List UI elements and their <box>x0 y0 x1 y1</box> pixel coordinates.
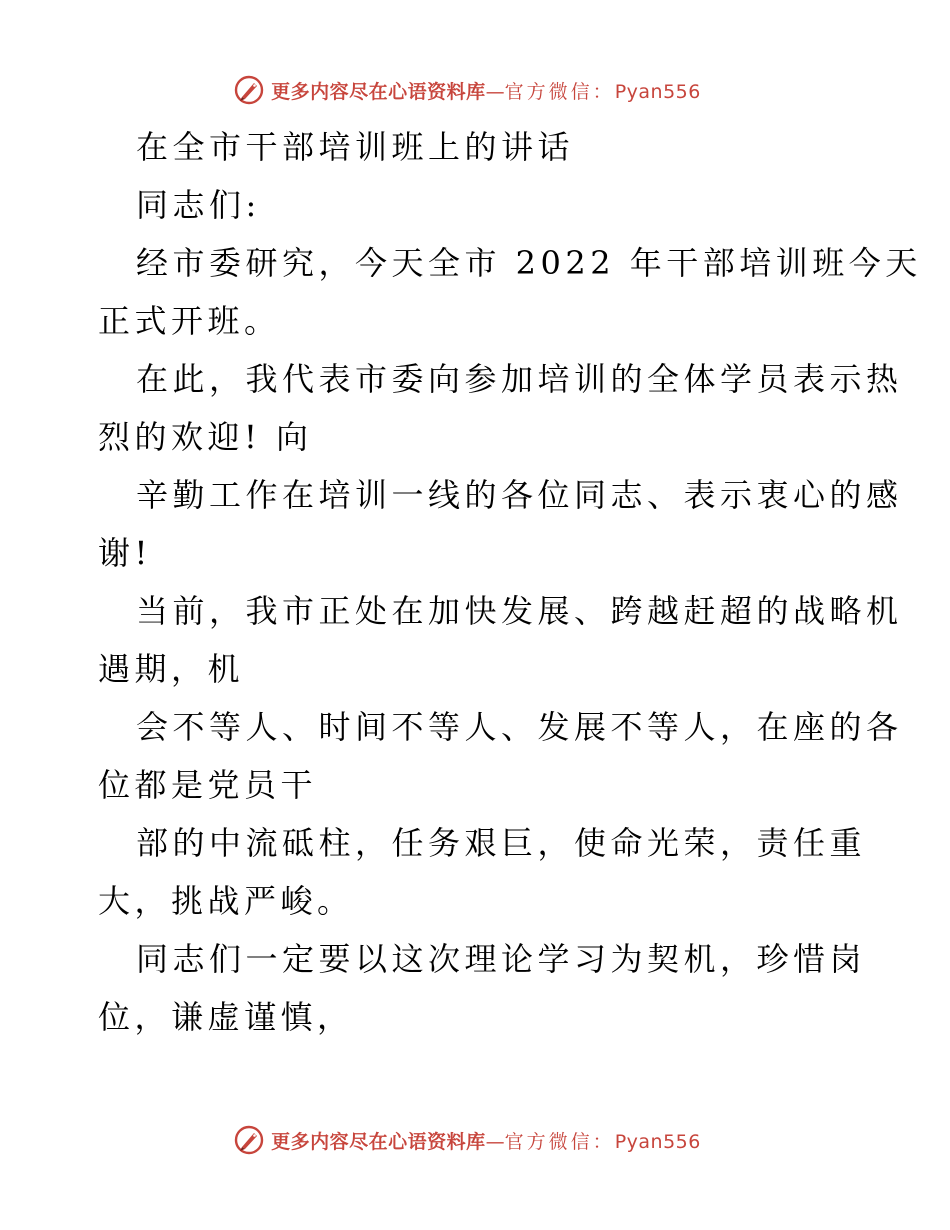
header-banner <box>0 70 950 110</box>
banner-brand: 更多内容尽在心语资料库 <box>271 80 486 103</box>
pen-logo-icon <box>233 74 265 106</box>
document-line: 会不等人、时间不等人、发展不等人，在座的各 <box>136 708 903 746</box>
document-line: 烈的欢迎! 向 <box>98 418 313 456</box>
document-line: 经市委研究，今天全市 2022 年干部培训班今天 <box>136 244 922 282</box>
document-line: 在全市干部培训班上的讲话 <box>136 128 575 166</box>
banner-wechat-id: Pyan556 <box>614 1130 701 1153</box>
document-line: 位都是党员干 <box>98 766 318 804</box>
document-line: 正式开班。 <box>98 302 281 340</box>
document-line: 同志们一定要以这次理论学习为契机，珍惜岗 <box>136 940 867 978</box>
footer-banner <box>0 1120 950 1160</box>
document-body <box>98 118 922 1046</box>
banner-wechat-label: 官方微信： <box>504 1130 615 1153</box>
banner-text <box>271 77 701 104</box>
banner-content <box>233 74 701 106</box>
document-line: 谢! <box>98 534 152 572</box>
banner-content <box>233 1124 701 1156</box>
banner-separator: — <box>485 80 505 103</box>
banner-brand: 更多内容尽在心语资料库 <box>271 1130 486 1153</box>
banner-wechat-id: Pyan556 <box>614 80 701 103</box>
document-line: 大，挑战严峻。 <box>98 882 354 920</box>
document-line: 当前，我市正处在加快发展、跨越赶超的战略机 <box>136 592 903 630</box>
banner-separator: — <box>485 1130 505 1153</box>
document-line: 在此，我代表市委向参加培训的全体学员表示热 <box>136 360 903 398</box>
document-line: 同志们: <box>136 186 261 224</box>
pen-logo-icon <box>233 1124 265 1156</box>
document-line: 部的中流砥柱，任务艰巨，使命光荣，责任重 <box>136 824 867 862</box>
banner-wechat-label: 官方微信： <box>504 80 615 103</box>
document-line: 辛勤工作在培训一线的各位同志、表示衷心的感 <box>136 476 903 514</box>
document-line: 遇期，机 <box>98 650 245 688</box>
document-line: 位，谦虚谨慎， <box>98 998 354 1036</box>
banner-text <box>271 1127 701 1154</box>
